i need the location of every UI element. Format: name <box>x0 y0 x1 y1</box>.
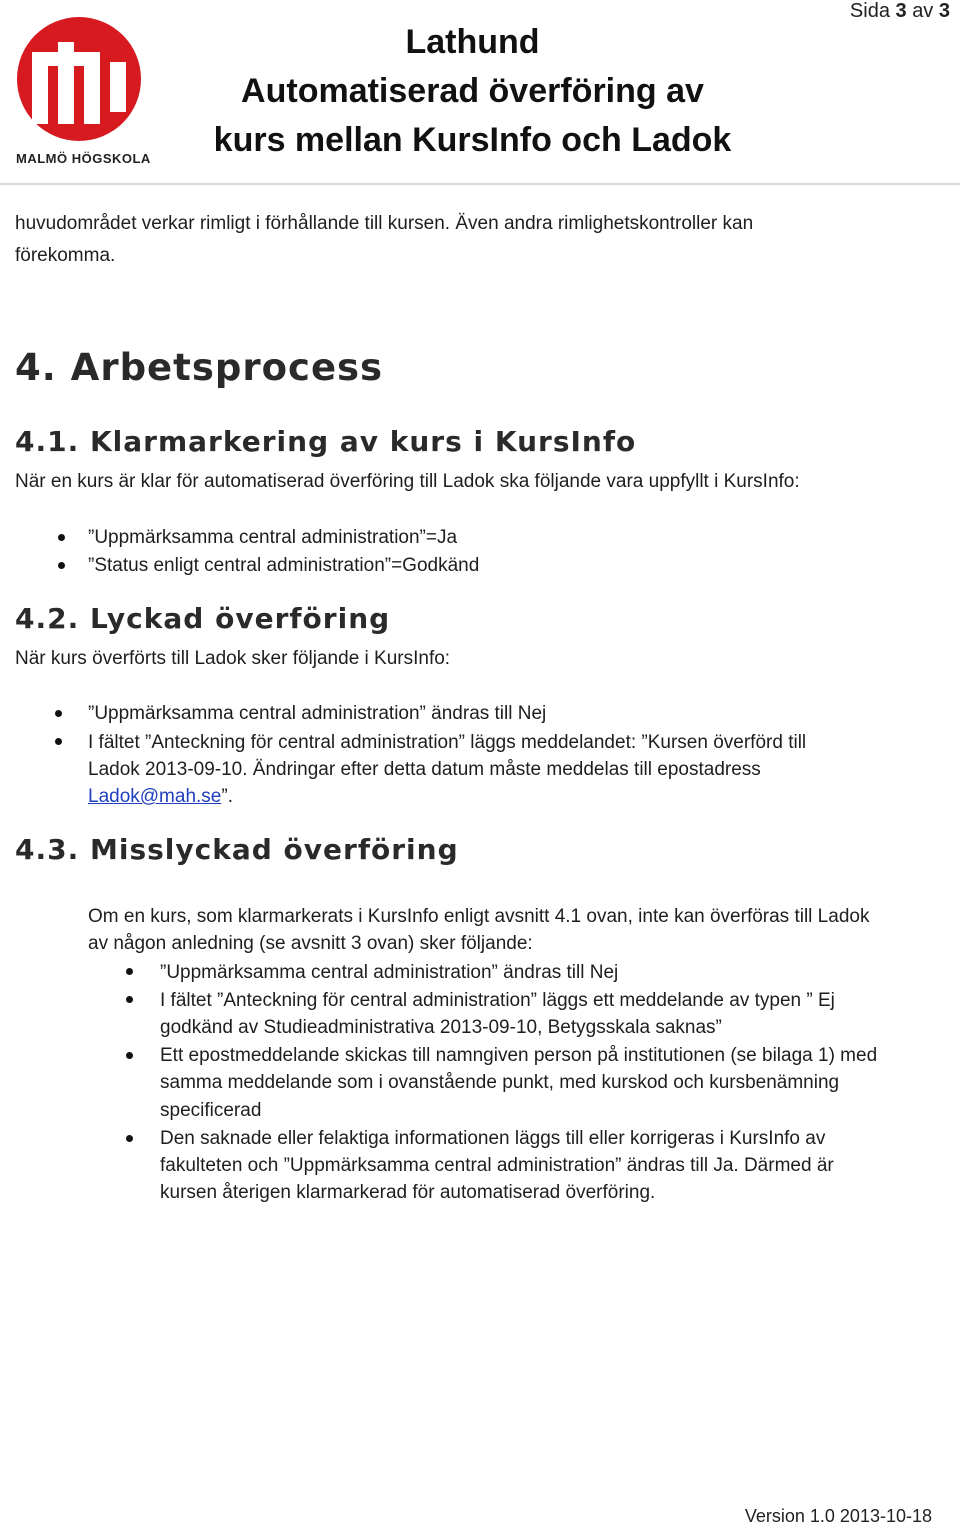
email-link[interactable]: Ladok@mah.se <box>88 786 222 807</box>
page-total: 3 <box>938 0 950 22</box>
heading-arbetsprocess: 4. Arbetsprocess <box>15 346 384 389</box>
section-4-3-bullet-4-line-2: fakulteten och ”Uppmärksamma central administration” ändras till Ja. Därmed är <box>160 1155 834 1176</box>
intro-line-2: förekomma. <box>15 245 116 266</box>
bullet-dot <box>55 710 62 717</box>
bullet-dot <box>126 1135 133 1142</box>
section-4-2-bullet-1: ”Uppmärksamma central administration” ändras till Nej <box>88 703 547 724</box>
section-4-3-bullet-2-line-1: I fältet ”Anteckning för central administration” läggs ett meddelande av typen ” Ej <box>160 990 835 1011</box>
section-4-2-bullet-2-line-3 <box>88 781 233 812</box>
title-line-2: Automatiserad överföring av <box>241 72 704 110</box>
page-header <box>0 0 960 184</box>
heading-4-1: 4.1. Klarmarkering av kurs i KursInfo <box>15 425 637 458</box>
section-4-1-bullet-2: ”Status enligt central administration”=Godkänd <box>88 555 480 576</box>
page-sep: av <box>912 0 934 22</box>
intro-line-1: huvudområdet verkar rimligt i förhållande till kursen. Även andra rimlighetskontroller kan <box>15 213 754 234</box>
bullet-dot <box>58 562 65 569</box>
header-divider <box>0 183 960 185</box>
section-4-1-bullet-1: ”Uppmärksamma central administration”=Ja <box>88 527 458 548</box>
bullet-dot <box>126 996 133 1003</box>
section-4-2-bullet-2-line-2: Ladok 2013-09-10. Ändringar efter detta datum måste meddelas till epostadress <box>88 759 761 780</box>
link-suffix: ”. <box>221 786 233 807</box>
heading-4-2: 4.2. Lyckad överföring <box>15 602 391 635</box>
page-current: 3 <box>895 0 907 22</box>
heading-4-3: 4.3. Misslyckad överföring <box>15 833 459 866</box>
title-line-1: Lathund <box>405 23 540 61</box>
version-footer: Version 1.0 2013-10-18 <box>744 1506 932 1526</box>
section-4-3-bullet-3-line-1: Ett epostmeddelande skickas till namngiven person på institutionen (se bilaga 1) med <box>160 1045 878 1066</box>
section-4-1-text: När en kurs är klar för automatiserad överföring till Ladok ska följande vara uppfyllt i KursInfo: <box>15 471 800 492</box>
section-4-3-para-line-1: Om en kurs, som klarmarkerats i KursInfo enligt avsnitt 4.1 ovan, inte kan överföras till Ladok <box>88 906 870 927</box>
bullet-dot <box>126 968 133 975</box>
page-prefix: Sida <box>849 0 890 22</box>
section-4-3-bullet-4-line-3: kursen återigen klarmarkerad för automatiserad överföring. <box>160 1182 656 1203</box>
section-4-3-bullet-1: ”Uppmärksamma central administration” ändras till Nej <box>160 962 619 983</box>
section-4-2-bullet-2-line-1: I fältet ”Anteckning för central administration” läggs meddelandet: ”Kursen överförd till <box>88 732 807 753</box>
title-line-3: kurs mellan KursInfo och Ladok <box>213 121 732 159</box>
bullet-dot <box>126 1052 133 1059</box>
section-4-3-bullet-3-line-3: specificerad <box>160 1100 262 1121</box>
document-title <box>160 18 785 165</box>
malmo-hogskola-logo <box>12 12 146 167</box>
page-number <box>850 0 950 23</box>
bullet-dot <box>58 534 65 541</box>
section-4-3-bullet-4-line-1: Den saknade eller felaktiga informationen läggs till eller korrigeras i KursInfo av <box>160 1128 826 1149</box>
section-4-2-text: När kurs överförts till Ladok sker följande i KursInfo: <box>15 648 451 669</box>
section-4-3-para-line-2: av någon anledning (se avsnitt 3 ovan) sker följande: <box>88 933 533 954</box>
logo-text: MALMÖ HÖGSKOLA <box>16 151 151 166</box>
section-4-3-bullet-3-line-2: samma meddelande som i ovanstående punkt, med kurskod och kursbenämning <box>160 1072 840 1093</box>
section-4-3-bullet-2-line-2: godkänd av Studieadministrativa 2013-09-10, Betygsskala saknas” <box>160 1017 722 1038</box>
bullet-dot <box>55 738 62 745</box>
